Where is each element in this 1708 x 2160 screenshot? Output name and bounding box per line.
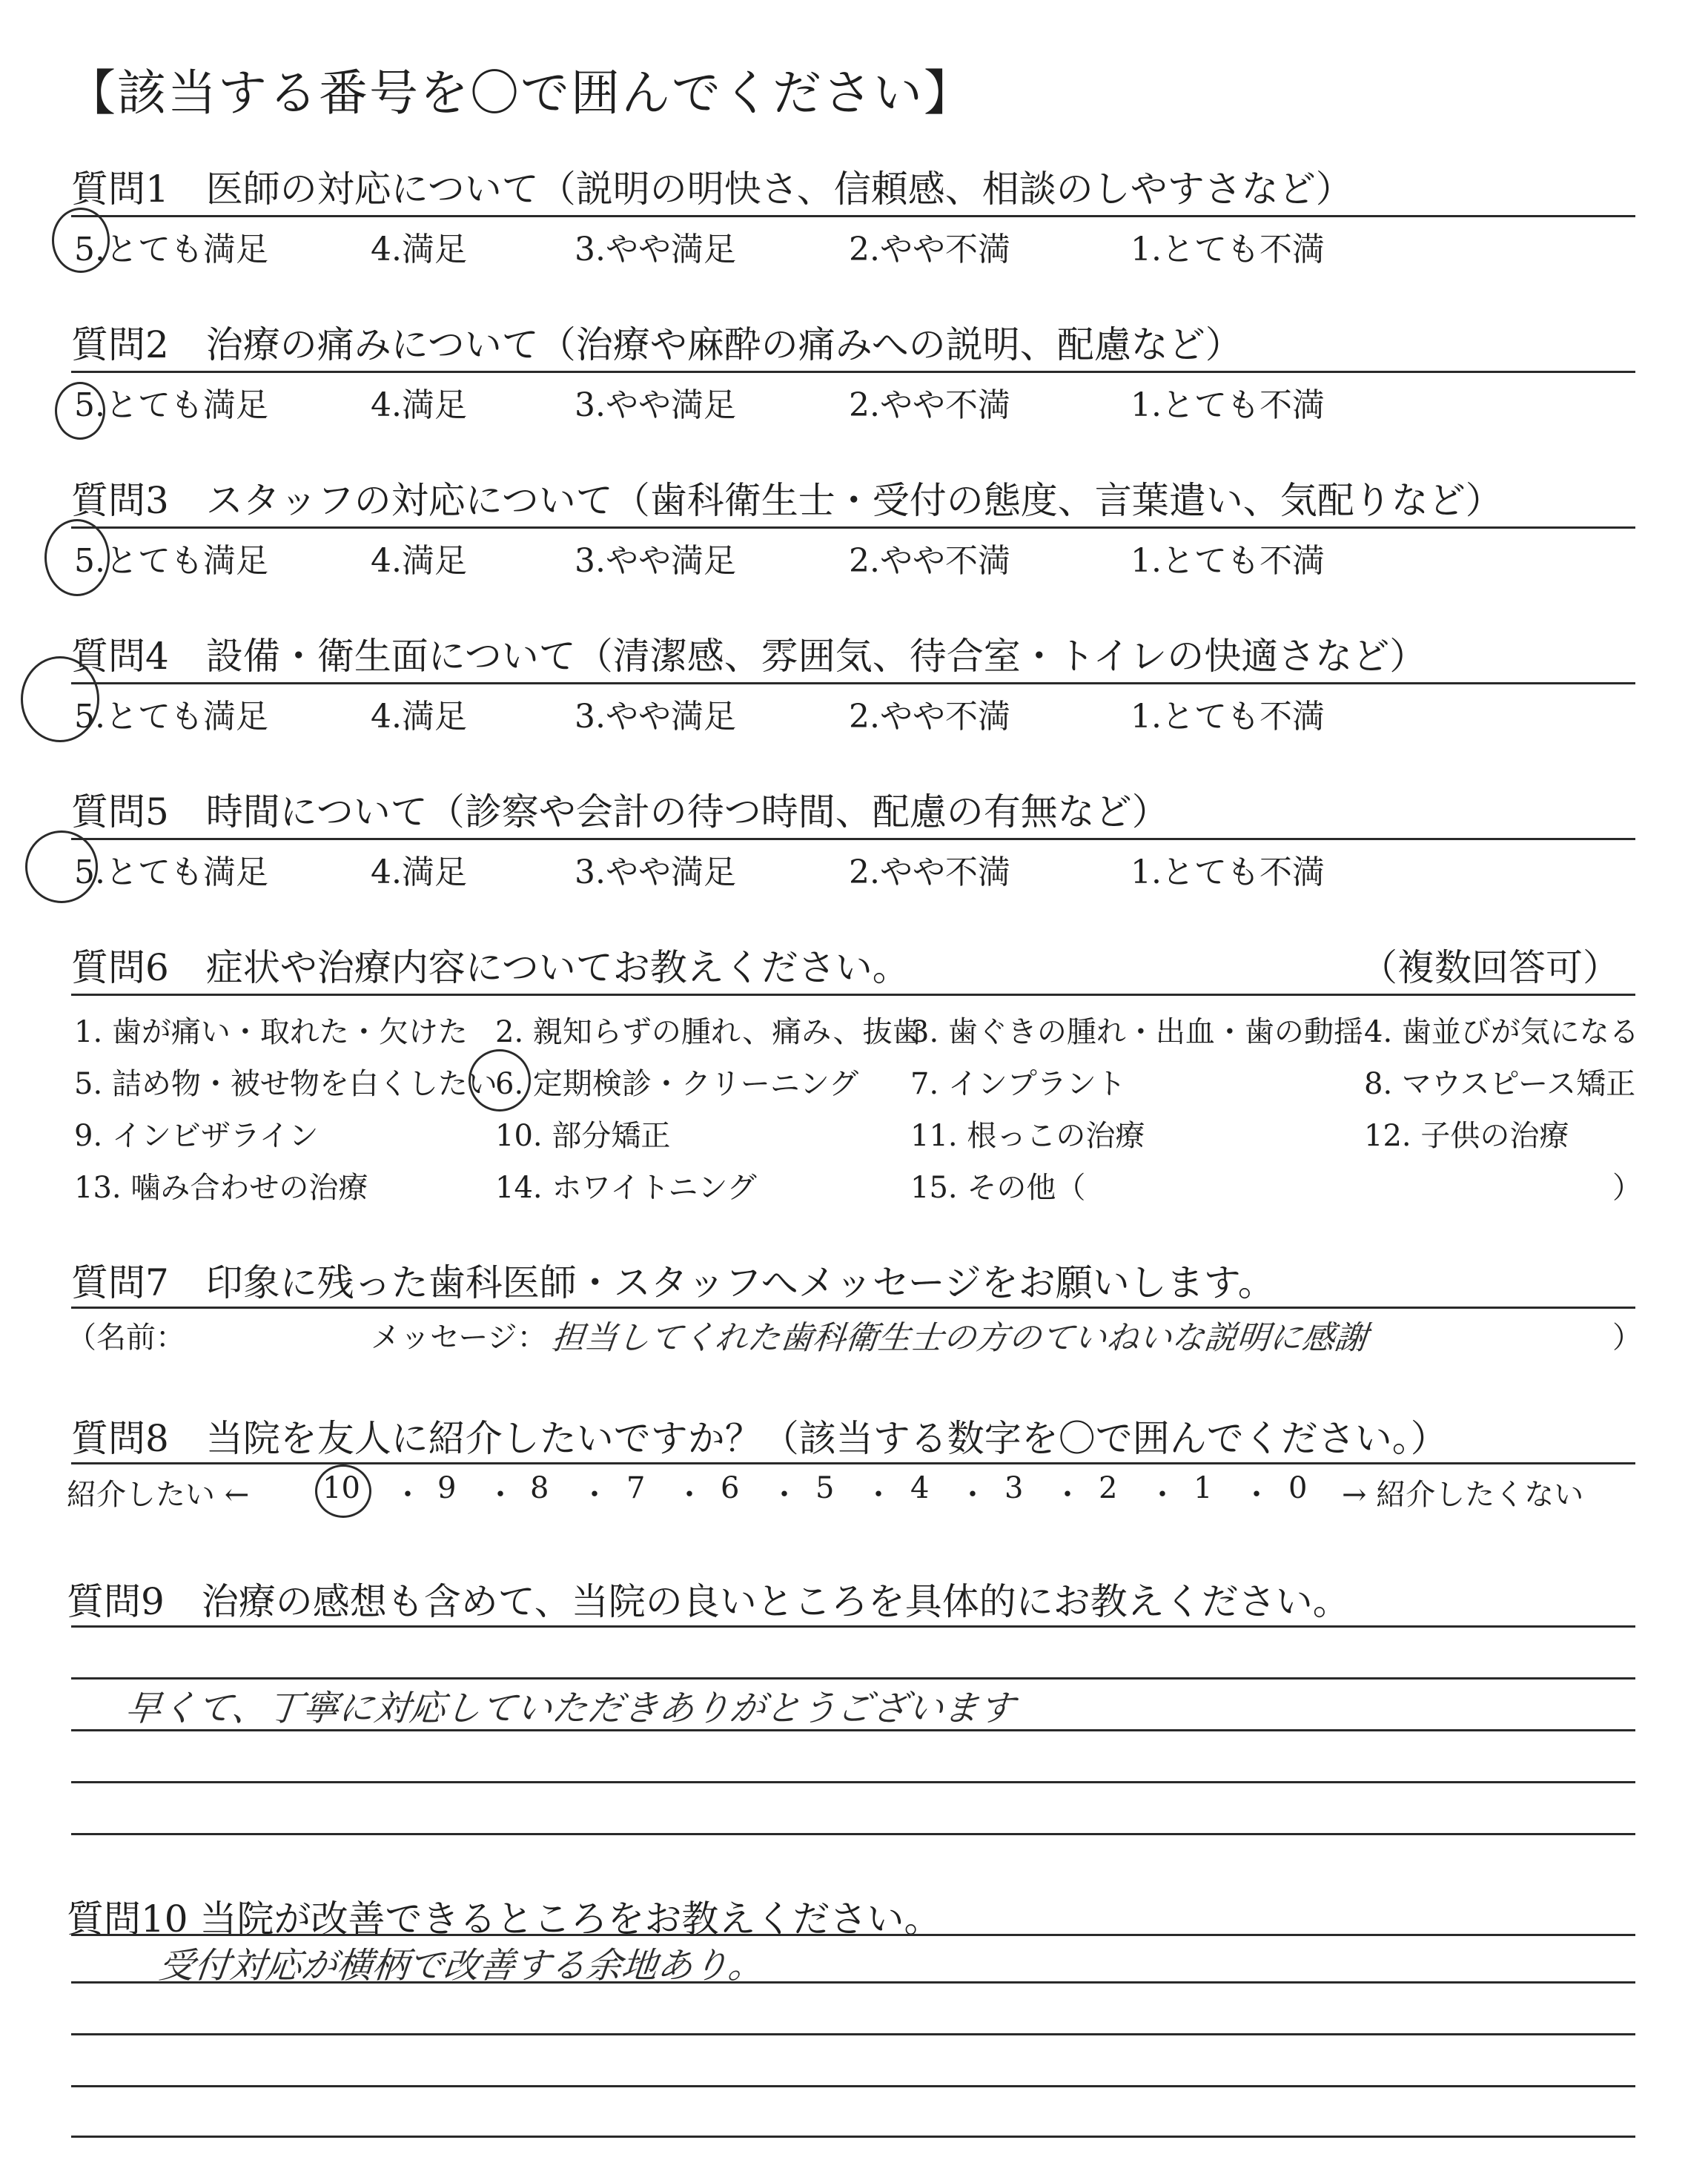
- q6-item-5[interactable]: 5. 詰め物・被せ物を白くしたい: [74, 1067, 497, 1101]
- q1-rule: [71, 215, 1635, 217]
- q9-heading: 質問9 治療の感想も含めて、当院の良いところを具体的にお教えください。: [67, 1580, 1350, 1623]
- q5-option-2[interactable]: 2.やや不満: [849, 853, 1010, 891]
- q8-scale-3[interactable]: 3: [1004, 1471, 1024, 1505]
- q6-item-15-close: ）: [1612, 1171, 1642, 1205]
- q8-scale-4[interactable]: 4: [910, 1471, 930, 1505]
- q5-option-4[interactable]: 4.満足: [371, 853, 467, 891]
- q8-answer-circle: [315, 1464, 371, 1518]
- q3-option-2[interactable]: 2.やや不満: [849, 542, 1010, 580]
- q2-option-5[interactable]: 5.とても満足: [74, 386, 268, 424]
- q3-rule: [71, 526, 1635, 529]
- q2-option-1[interactable]: 1.とても不満: [1131, 386, 1325, 424]
- q6-heading: 質問6 症状や治療内容についてお教えください。: [71, 946, 910, 989]
- q6-item-10[interactable]: 10. 部分矯正: [495, 1119, 671, 1153]
- q7-rule: [71, 1307, 1635, 1309]
- q1-option-5[interactable]: 5.とても満足: [74, 231, 268, 268]
- q1-option-1[interactable]: 1.とても不満: [1131, 231, 1325, 268]
- q7-close-paren: ）: [1612, 1321, 1642, 1355]
- q1-heading: 質問1 医師の対応について（説明の明快さ、信頼感、相談のしやすさなど）: [71, 168, 1353, 211]
- q5-answer-circle: [25, 830, 98, 903]
- q8-scale-7[interactable]: 7: [626, 1471, 646, 1505]
- q1-option-2[interactable]: 2.やや不満: [849, 231, 1010, 268]
- q6-note: （複数回答可）: [1360, 946, 1620, 989]
- q10-line-4: [71, 2085, 1635, 2087]
- q6-item-11[interactable]: 11. 根っこの治療: [910, 1119, 1145, 1153]
- q5-rule: [71, 838, 1635, 840]
- q6-answer-circle: [469, 1049, 531, 1112]
- q1-option-4[interactable]: 4.満足: [371, 231, 467, 268]
- q8-scale-0[interactable]: 0: [1288, 1471, 1308, 1505]
- q7-heading: 質問7 印象に残った歯科医師・スタッフへメッセージをお願いします。: [71, 1261, 1275, 1304]
- q8-scale-5[interactable]: 5: [815, 1471, 835, 1505]
- q3-option-5[interactable]: 5.とても満足: [74, 542, 268, 580]
- q2-option-4[interactable]: 4.満足: [371, 386, 467, 424]
- q8-scale-1[interactable]: 1: [1194, 1471, 1213, 1505]
- q6-item-13[interactable]: 13. 噛み合わせの治療: [74, 1171, 368, 1205]
- q10-line-1: [71, 1934, 1635, 1936]
- q2-option-3[interactable]: 3.やや満足: [575, 386, 736, 424]
- q6-item-8[interactable]: 8. マウスピース矯正: [1364, 1067, 1636, 1101]
- q5-option-1[interactable]: 1.とても不満: [1131, 853, 1325, 891]
- q8-scale-9[interactable]: 9: [437, 1471, 457, 1505]
- q2-heading: 質問2 治療の痛みについて（治療や麻酔の痛みへの説明、配慮など）: [71, 323, 1242, 366]
- q3-answer-circle: [44, 519, 110, 596]
- page-title: 【該当する番号を〇で囲んでください】: [67, 65, 974, 122]
- q10-line-5: [71, 2136, 1635, 2138]
- q7-message-label: メッセージ：: [371, 1321, 547, 1355]
- q8-right-label: → 紹介したくない: [1342, 1478, 1584, 1512]
- q6-item-7[interactable]: 7. インプラント: [910, 1067, 1126, 1101]
- q9-answer-handwritten[interactable]: 早くて、丁寧に対応していただきありがとうございます: [123, 1688, 1017, 1729]
- q4-option-2[interactable]: 2.やや不満: [849, 698, 1010, 736]
- q3-heading: 質問3 スタッフの対応について（歯科衛生士・受付の態度、言葉遣い、気配りなど）: [71, 479, 1503, 522]
- q6-rule: [71, 994, 1635, 996]
- q2-rule: [71, 371, 1635, 373]
- q8-scale-2[interactable]: 2: [1099, 1471, 1118, 1505]
- q10-line-3: [71, 2033, 1635, 2035]
- q7-message-handwritten[interactable]: 担当してくれた歯科衛生士の方のていねいな説明に感謝: [549, 1319, 1370, 1357]
- q7-name-label: （名前：: [67, 1321, 185, 1355]
- q5-option-3[interactable]: 3.やや満足: [575, 853, 736, 891]
- q8-scale-8[interactable]: 8: [530, 1471, 549, 1505]
- q3-option-3[interactable]: 3.やや満足: [575, 542, 736, 580]
- q9-line-5: [71, 1833, 1635, 1835]
- q10-answer-handwritten[interactable]: 受付対応が横柄で改善する余地あり。: [156, 1945, 767, 1986]
- q6-item-12[interactable]: 12. 子供の治療: [1364, 1119, 1569, 1153]
- q4-rule: [71, 682, 1635, 684]
- q4-option-4[interactable]: 4.満足: [371, 698, 467, 736]
- q6-item-3[interactable]: 3. 歯ぐきの腫れ・出血・歯の動揺: [910, 1015, 1363, 1049]
- q5-option-5[interactable]: 5.とても満足: [74, 853, 268, 891]
- q1-option-3[interactable]: 3.やや満足: [575, 231, 736, 268]
- q4-option-1[interactable]: 1.とても不満: [1131, 698, 1325, 736]
- q5-heading: 質問5 時間について（診察や会計の待つ時間、配慮の有無など）: [71, 790, 1169, 833]
- q6-item-6[interactable]: 6. 定期検診・クリーニング: [495, 1067, 859, 1101]
- q8-heading: 質問8 当院を友人に紹介したいですか？（該当する数字を〇で囲んでください。）: [71, 1417, 1448, 1460]
- q6-item-2[interactable]: 2. 親知らずの腫れ、痛み、抜歯: [495, 1015, 922, 1049]
- q8-scale-6[interactable]: 6: [721, 1471, 740, 1505]
- q6-item-4[interactable]: 4. 歯並びが気になる: [1364, 1015, 1639, 1049]
- q4-option-3[interactable]: 3.やや満足: [575, 698, 736, 736]
- q2-option-2[interactable]: 2.やや不満: [849, 386, 1010, 424]
- q1-answer-circle: [52, 208, 110, 273]
- q4-answer-circle: [21, 656, 99, 742]
- q6-item-1[interactable]: 1. 歯が痛い・取れた・欠けた: [74, 1015, 468, 1049]
- q8-scale-10[interactable]: 10: [322, 1471, 360, 1505]
- q9-line-4: [71, 1781, 1635, 1783]
- q4-option-5[interactable]: 5.とても満足: [74, 698, 268, 736]
- q3-option-1[interactable]: 1.とても不満: [1131, 542, 1325, 580]
- q8-rule: [71, 1462, 1635, 1464]
- q8-left-label: 紹介したい ←: [67, 1478, 250, 1512]
- q6-item-14[interactable]: 14. ホワイトニング: [495, 1171, 757, 1205]
- q6-item-15[interactable]: 15. その他（: [910, 1171, 1086, 1205]
- q6-item-9[interactable]: 9. インビザライン: [74, 1119, 319, 1153]
- q3-option-4[interactable]: 4.満足: [371, 542, 467, 580]
- q2-answer-circle: [55, 382, 105, 440]
- q4-heading: 質問4 設備・衛生面について（清潔感、雰囲気、待合室・トイレの快適さなど）: [71, 635, 1427, 678]
- q10-heading: 質問10 当院が改善できるところをお教えください。: [67, 1898, 941, 1941]
- q9-line-1: [71, 1625, 1635, 1628]
